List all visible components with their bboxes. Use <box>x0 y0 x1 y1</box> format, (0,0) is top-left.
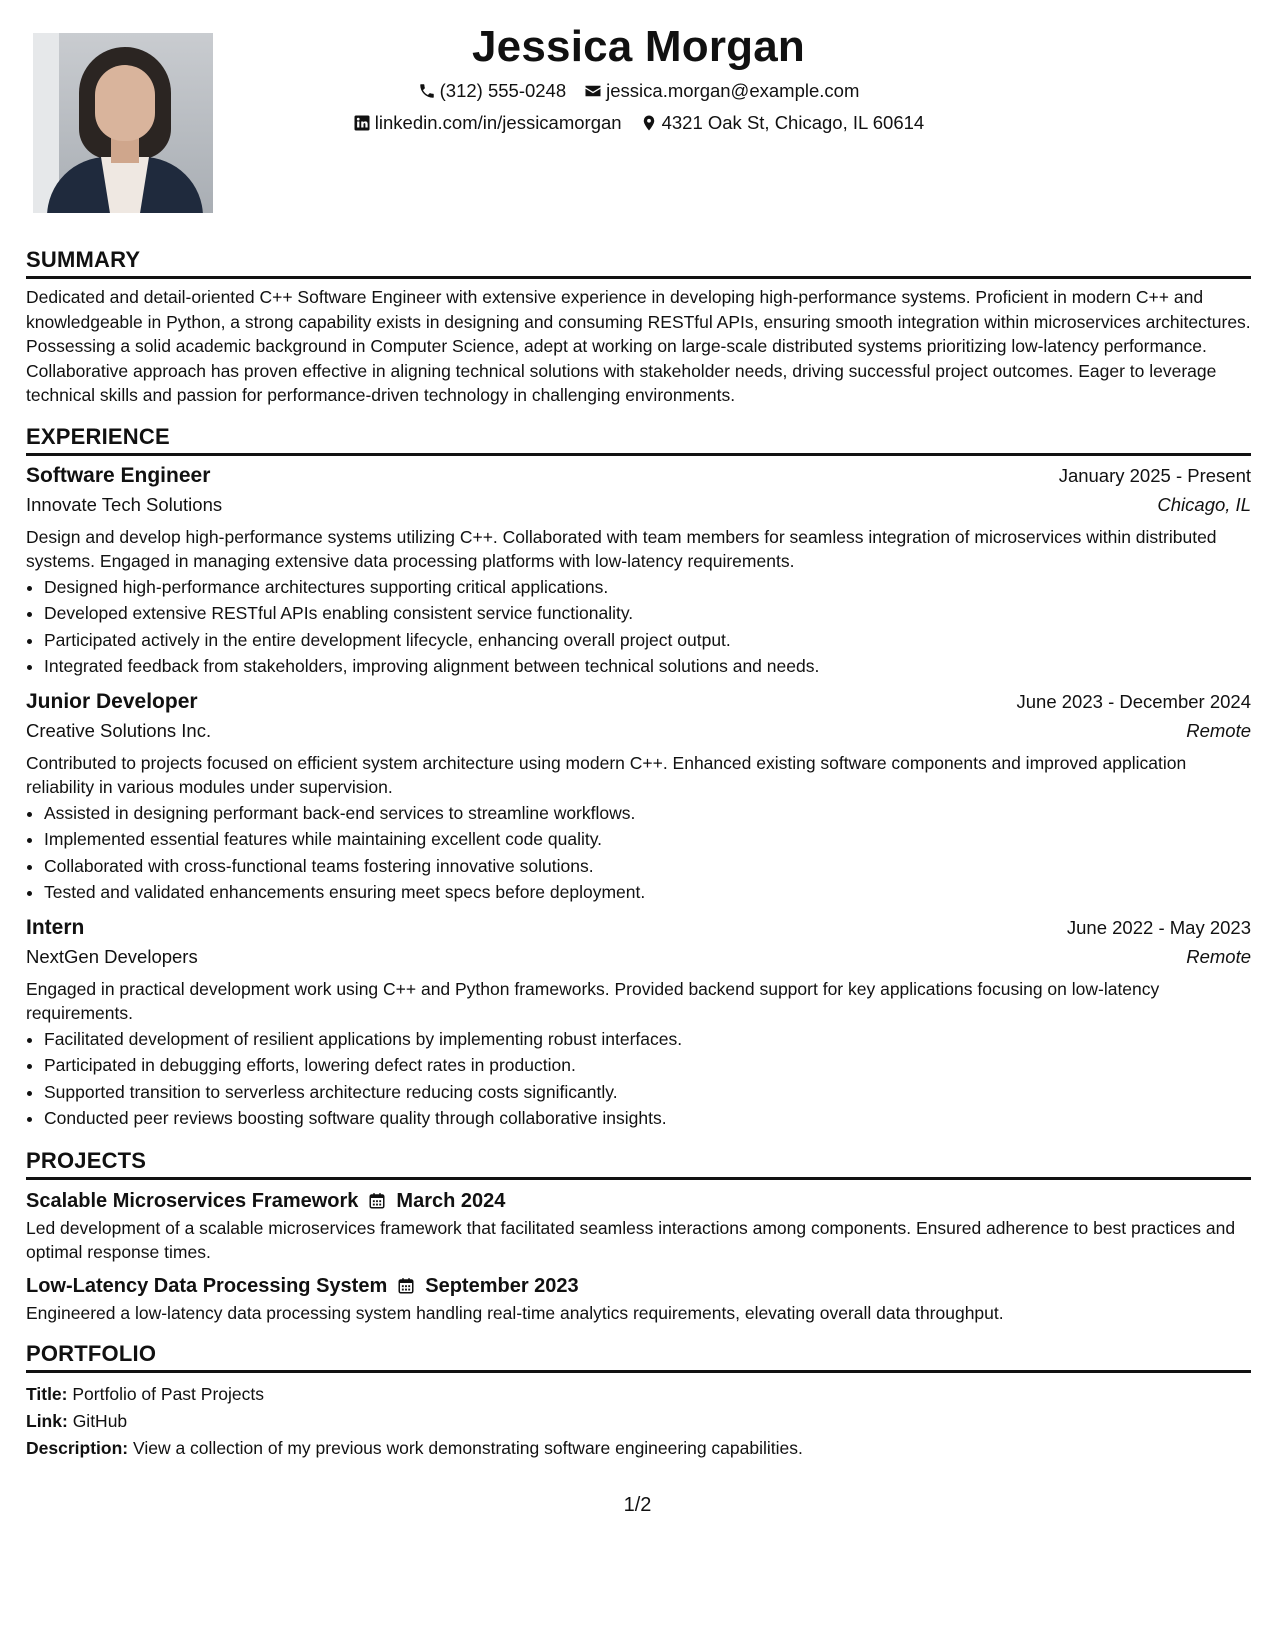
job-bullets <box>26 1026 1251 1132</box>
job-description: Engaged in practical development work using C++ and Python frameworks. Provided backend support for key applications focusing on low-latency requirements. <box>26 978 1160 1023</box>
envelope-icon <box>584 82 602 100</box>
contact-phone <box>418 80 567 102</box>
job-bullets <box>26 574 1251 680</box>
contact-email[interactable] <box>584 80 859 102</box>
project-entry <box>26 1275 1251 1326</box>
contact-line-secondary <box>26 112 1251 134</box>
summary-heading: SUMMARY <box>26 247 1251 279</box>
portfolio-description-line <box>26 1435 1251 1462</box>
portfolio-title-label: Title: <box>26 1384 68 1404</box>
list-item: • Participated in debugging efforts, lowering defect rates in production. <box>44 1052 1251 1079</box>
page-number: 1/2 <box>623 1494 652 1516</box>
list-item: • Conducted peer reviews boosting software quality through collaborative insights. <box>44 1105 1251 1132</box>
resume-page <box>26 0 1251 1650</box>
job-date: June 2022 - May 2023 <box>1066 916 1251 938</box>
portfolio-link-label: Link: <box>26 1411 68 1431</box>
job-entry <box>26 690 1251 906</box>
job-location: Remote <box>1186 945 1251 967</box>
job-entry <box>26 916 1251 1132</box>
projects-heading: PROJECTS <box>26 1148 1251 1180</box>
portfolio-title-value: Portfolio of Past Projects <box>72 1384 264 1404</box>
phone-icon <box>418 82 436 100</box>
summary-text: Dedicated and detail-oriented C++ Software Engineer with extensive experience in developing high-performance systems. Proficient in modern C++ and knowledgeable in Python, a strong capability exists in designing and consuming RESTful APIs, ensuring smooth integration within microservices architectures. Possessing a solid academic background in Computer Science, adept at working on large-scale distributed systems prioritizing low-latency performance. Collaborative approach has proven effective in aligning technical solutions with stakeholder needs, driving successful project outcomes. Eager to leverage technical skills and passion for performance-driven technology in challenging environments. <box>26 287 1251 405</box>
project-date: March 2024 <box>396 1189 506 1212</box>
portfolio-link-value[interactable]: GitHub <box>72 1411 128 1431</box>
list-item: • Collaborated with cross-functional teams fostering innovative solutions. <box>44 853 1251 880</box>
job-company: Creative Solutions Inc. <box>26 719 212 741</box>
calendar-icon <box>368 1192 386 1210</box>
calendar-icon <box>397 1277 415 1295</box>
summary-section <box>26 247 1251 408</box>
resume-header <box>26 0 1251 235</box>
portfolio-heading: PORTFOLIO <box>26 1341 1251 1373</box>
phone-text: (312) 555-0248 <box>439 80 567 101</box>
project-description: Engineered a low-latency data processing system handling real-time analytics requirements, elevating overall data throughput. <box>26 1302 1004 1323</box>
job-company: NextGen Developers <box>26 945 198 967</box>
portfolio-description-label: Description: <box>26 1438 129 1458</box>
list-item: • Developed extensive RESTful APIs enabling consistent service functionality. <box>44 600 1251 627</box>
candidate-name: Jessica Morgan <box>472 22 805 71</box>
project-entry <box>26 1190 1251 1265</box>
project-name: Scalable Microservices Framework <box>26 1189 359 1212</box>
experience-heading: EXPERIENCE <box>26 424 1251 456</box>
address-text: 4321 Oak St, Chicago, IL 60614 <box>661 112 925 133</box>
list-item: • Tested and validated enhancements ensuring meet specs before deployment. <box>44 879 1251 906</box>
job-location: Remote <box>1186 719 1251 741</box>
job-entry <box>26 464 1251 680</box>
portfolio-title-line <box>26 1381 1251 1408</box>
contact-line-primary <box>26 80 1251 102</box>
projects-section <box>26 1148 1251 1326</box>
job-title: Software Engineer <box>26 463 211 487</box>
project-description: Led development of a scalable microservices framework that facilitated seamless interactions among components. Ensured adherence to best practices and optimal response times. <box>26 1217 1236 1262</box>
job-title: Intern <box>26 915 85 939</box>
linkedin-icon <box>353 114 371 132</box>
list-item: • Supported transition to serverless architecture reducing costs significantly. <box>44 1079 1251 1106</box>
list-item: • Assisted in designing performant back-end services to streamline workflows. <box>44 800 1251 827</box>
job-title: Junior Developer <box>26 689 198 713</box>
job-description: Design and develop high-performance systems utilizing C++. Collaborated with team members for seamless integration of microservices within distributed systems. Engaged in managing extensive data processing platforms with low-latency requirements. <box>26 526 1217 571</box>
map-pin-icon <box>640 114 658 132</box>
job-date: January 2025 - Present <box>1058 464 1251 486</box>
project-date: September 2023 <box>425 1274 579 1297</box>
project-name: Low-Latency Data Processing System <box>26 1274 388 1297</box>
job-location: Chicago, IL <box>1157 493 1251 515</box>
linkedin-text[interactable]: linkedin.com/in/jessicamorgan <box>374 112 622 133</box>
portfolio-description-value: View a collection of my previous work demonstrating software engineering capabilities. <box>132 1438 803 1458</box>
job-bullets <box>26 800 1251 906</box>
job-description: Contributed to projects focused on efficient system architecture using modern C++. Enhanced existing software components and improved application reliability in various modules under supervision. <box>26 752 1187 797</box>
contact-linkedin[interactable] <box>353 112 622 134</box>
job-company: Innovate Tech Solutions <box>26 493 223 515</box>
portfolio-section <box>26 1341 1251 1462</box>
email-text[interactable]: jessica.morgan@example.com <box>606 80 860 101</box>
list-item: • Participated actively in the entire development lifecycle, enhancing overall project output. <box>44 627 1251 654</box>
contact-address <box>640 112 925 134</box>
job-date: June 2023 - December 2024 <box>1016 690 1251 712</box>
portfolio-link-line <box>26 1408 1251 1435</box>
list-item: • Designed high-performance architectures supporting critical applications. <box>44 574 1251 601</box>
list-item: • Implemented essential features while maintaining excellent code quality. <box>44 826 1251 853</box>
list-item: • Integrated feedback from stakeholders, improving alignment between technical solutions and needs. <box>44 653 1251 680</box>
list-item: • Facilitated development of resilient applications by implementing robust interfaces. <box>44 1026 1251 1053</box>
experience-section <box>26 424 1251 1132</box>
